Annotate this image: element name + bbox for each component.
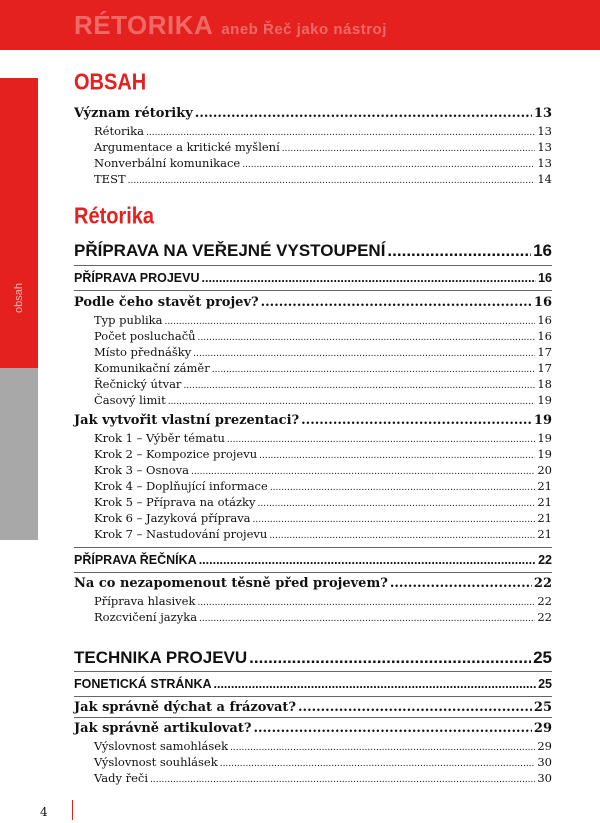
- divider: [74, 572, 552, 573]
- toc-part: PŘÍPRAVA ŘEČNÍKA ..... 22: [74, 553, 552, 567]
- toc-entry: Krok 3 – Osnova ..... 20: [74, 463, 552, 477]
- toc-entry: Typ publika ..... 16: [74, 313, 552, 327]
- toc-entry: Příprava hlasivek ..... 22: [74, 594, 552, 608]
- toc-entry: Jak správně artikulovat? ..... 29: [74, 721, 552, 736]
- toc-entry: Krok 2 – Kompozice projevu ..... 19: [74, 447, 552, 461]
- toc-entry: Krok 1 – Výběr tématu ..... 19: [74, 431, 552, 445]
- toc-entry: Místo přednášky ..... 17: [74, 345, 552, 359]
- toc-entry: Vady řeči ..... 30: [74, 771, 552, 785]
- toc-entry: TEST ..... 14: [74, 172, 552, 186]
- side-tab-grey: [0, 368, 38, 540]
- toc-entry: Komunikační záměr ..... 17: [74, 361, 552, 375]
- divider: [74, 265, 552, 266]
- section-heading-obsah: OBSAH: [74, 70, 147, 96]
- page-header-banner: [0, 0, 600, 50]
- toc-entry: Význam rétoriky ..... 13: [74, 106, 552, 121]
- toc-part: PŘÍPRAVA PROJEVU ..... 16: [74, 271, 552, 285]
- toc-entry: Výslovnost samohlásek ..... 29: [74, 739, 552, 753]
- toc-entry: Řečnický útvar ..... 18: [74, 377, 552, 391]
- toc-chapter: PŘÍPRAVA NA VEŘEJNÉ VYSTOUPENÍ ..... 16: [74, 241, 552, 261]
- toc-entry: Rétorika ..... 13: [74, 124, 552, 138]
- book-title: RÉTORIKA: [74, 10, 214, 40]
- toc-entry: Podle čeho stavět projev? ..... 16: [74, 295, 552, 310]
- divider: [74, 290, 552, 291]
- toc-entry: Časový limit ..... 19: [74, 393, 552, 407]
- toc-entry: Rozcvičení jazyka ..... 22: [74, 610, 552, 624]
- divider: [74, 547, 552, 548]
- page-edge-mark: [72, 800, 73, 820]
- toc-entry: Výslovnost souhlásek ..... 30: [74, 755, 552, 769]
- toc-entry: Nonverbální komunikace ..... 13: [74, 156, 552, 170]
- toc-entry: Na co nezapomenout těsně před projevem? ..... 22: [74, 576, 552, 591]
- section-heading-retorika: Rétorika: [74, 204, 155, 230]
- toc-entry: Krok 4 – Doplňující informace ..... 21: [74, 479, 552, 493]
- page-number: 4: [40, 805, 48, 819]
- toc-entry: Argumentace a kritické myšlení ..... 13: [74, 140, 552, 154]
- side-tab-red: [0, 78, 38, 368]
- toc-chapter: TECHNIKA PROJEVU ..... 25: [74, 648, 552, 668]
- toc-entry: Krok 6 – Jazyková příprava ..... 21: [74, 511, 552, 525]
- toc-entry: Počet posluchačů ..... 16: [74, 329, 552, 343]
- divider: [74, 717, 552, 718]
- divider: [74, 696, 552, 697]
- toc-entry: Jak vytvořit vlastní prezentaci? ..... 19: [74, 413, 552, 428]
- header-title: [74, 10, 387, 41]
- toc-entry: Krok 5 – Příprava na otázky ..... 21: [74, 495, 552, 509]
- toc-part: FONETICKÁ STRÁNKA ..... 25: [74, 677, 552, 691]
- toc-entry: Krok 7 – Nastudování projevu ..... 21: [74, 527, 552, 541]
- side-tab-label: obsah: [13, 283, 25, 313]
- toc-entry: Jak správně dýchat a frázovat? ..... 25: [74, 700, 552, 715]
- book-subtitle: aneb Řeč jako nástroj: [221, 21, 387, 38]
- divider: [74, 671, 552, 672]
